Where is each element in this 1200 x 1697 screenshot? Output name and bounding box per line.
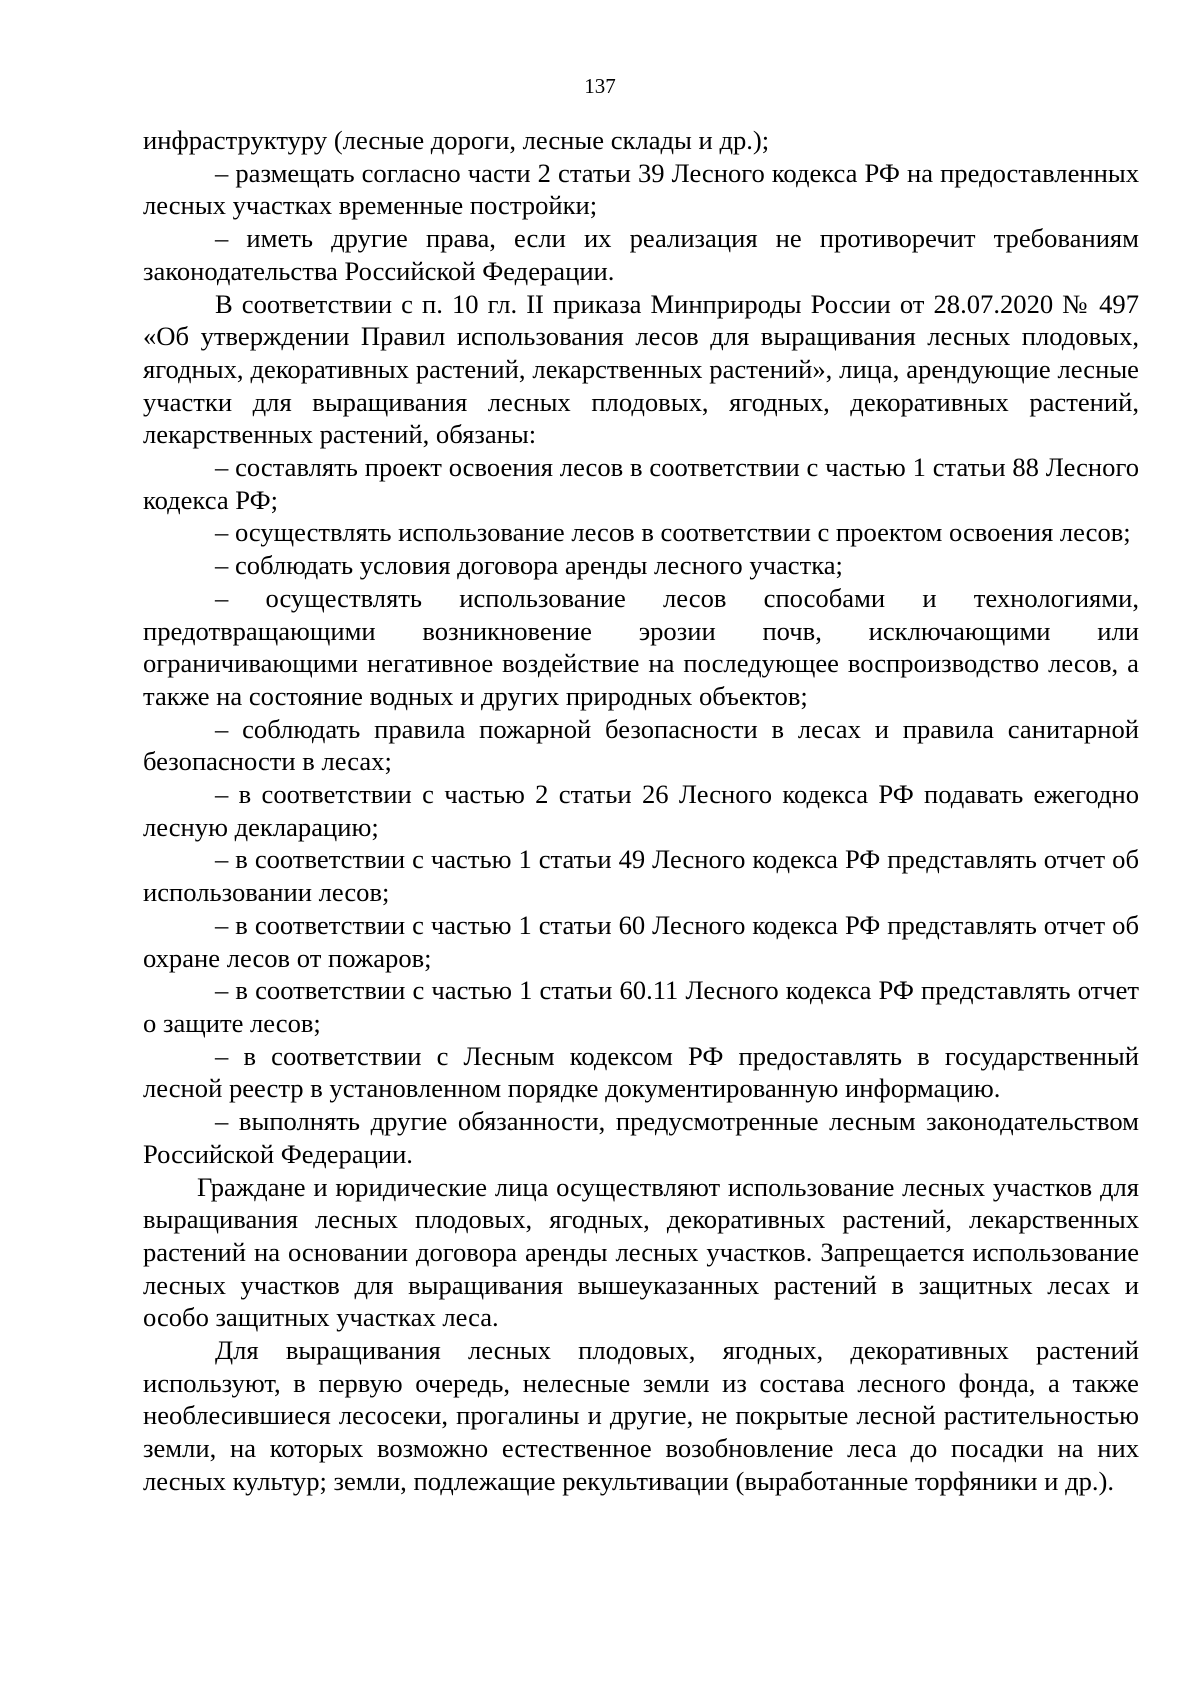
list-item-obligation: – соблюдать условия договора аренды лесного участка; (215, 550, 843, 581)
paragraph-continuation: инфраструктуру (лесные дороги, лесные склады и др.); (143, 125, 770, 155)
list-item-obligation: – в соответствии с частью 2 статьи 26 Лесного кодекса РФ подавать ежегодно лесную декларацию; (143, 779, 1139, 842)
list-item-obligation: – соблюдать правила пожарной безопасности в лесах и правила санитарной безопасности в лесах; (143, 713, 1139, 777)
list-item-right: – размещать согласно части 2 статьи 39 Лесного кодекса РФ на предоставленных лесных участках временные постройки; (143, 157, 1139, 221)
list-item-obligation: – в соответствии с Лесным кодексом РФ предоставлять в государственный лесной реестр в установленном порядке документированную информацию. (143, 1040, 1139, 1104)
paragraph-citizens: Граждане и юридические лица осуществляют использование лесных участков для выращивания лесных плодовых, ягодных, декоративных растений, лекарственных растений на основании договора аренды лесных участков. Запрещается использование лесных участков для выращивания вышеуказанных растений в защитных лесах и особо защитных участках леса. (143, 1171, 1139, 1333)
list-item-obligation: – в соответствии с частью 1 статьи 49 Лесного кодекса РФ представлять отчет об использовании лесов; (143, 844, 1139, 908)
list-item-obligation: – осуществлять использование лесов в соответствии с проектом освоения лесов; (215, 517, 1131, 548)
list-item-obligation: – в соответствии с частью 1 статьи 60.11 Лесного кодекса РФ представлять отчет о защите лесов; (143, 975, 1139, 1038)
paragraph-lands: Для выращивания лесных плодовых, ягодных, декоративных растений используют, в первую очередь, нелесные земли из состава лесного фонда, а также необлесившиеся лесосеки, прогалины и другие, не покрытые лесной растительностью земли, на которых возможно естественное возобновление леса до посадки на них лесных культур; земли, подлежащие рекультивации (выработанные торфяники и др.). (143, 1335, 1139, 1496)
document-body (143, 124, 1139, 1498)
list-item-obligation: – осуществлять использование лесов способами и технологиями, предотвращающими возникновение эрозии почв, исключающими или ограничивающими негативное воздействие на последующее воспроизводство лесов, а также на состояние водных и других природных объектов; (143, 582, 1139, 711)
list-item-right: – иметь другие права, если их реализация не противоречит требованиям законодательства Российской Федерации. (143, 223, 1139, 286)
list-item-obligation: – в соответствии с частью 1 статьи 60 Лесного кодекса РФ представлять отчет об охране лесов от пожаров; (143, 909, 1139, 973)
list-item-obligation: – выполнять другие обязанности, предусмотренные лесным законодательством Российской Федерации. (143, 1106, 1139, 1169)
paragraph-order-reference: В соответствии с п. 10 гл. II приказа Минприроды России от 28.07.2020 № 497 «Об утверждении Правил использования лесов для выращивания лесных плодовых, ягодных, декоративных растений, лекарственных растений», лица, арендующие лесные участки для выращивания лесных плодовых, ягодных, декоративных растений, лекарственных растений, обязаны: (143, 288, 1139, 450)
page-number: 137 (584, 74, 616, 98)
list-item-obligation: – составлять проект освоения лесов в соответствии с частью 1 статьи 88 Лесного кодекса РФ; (143, 452, 1139, 515)
